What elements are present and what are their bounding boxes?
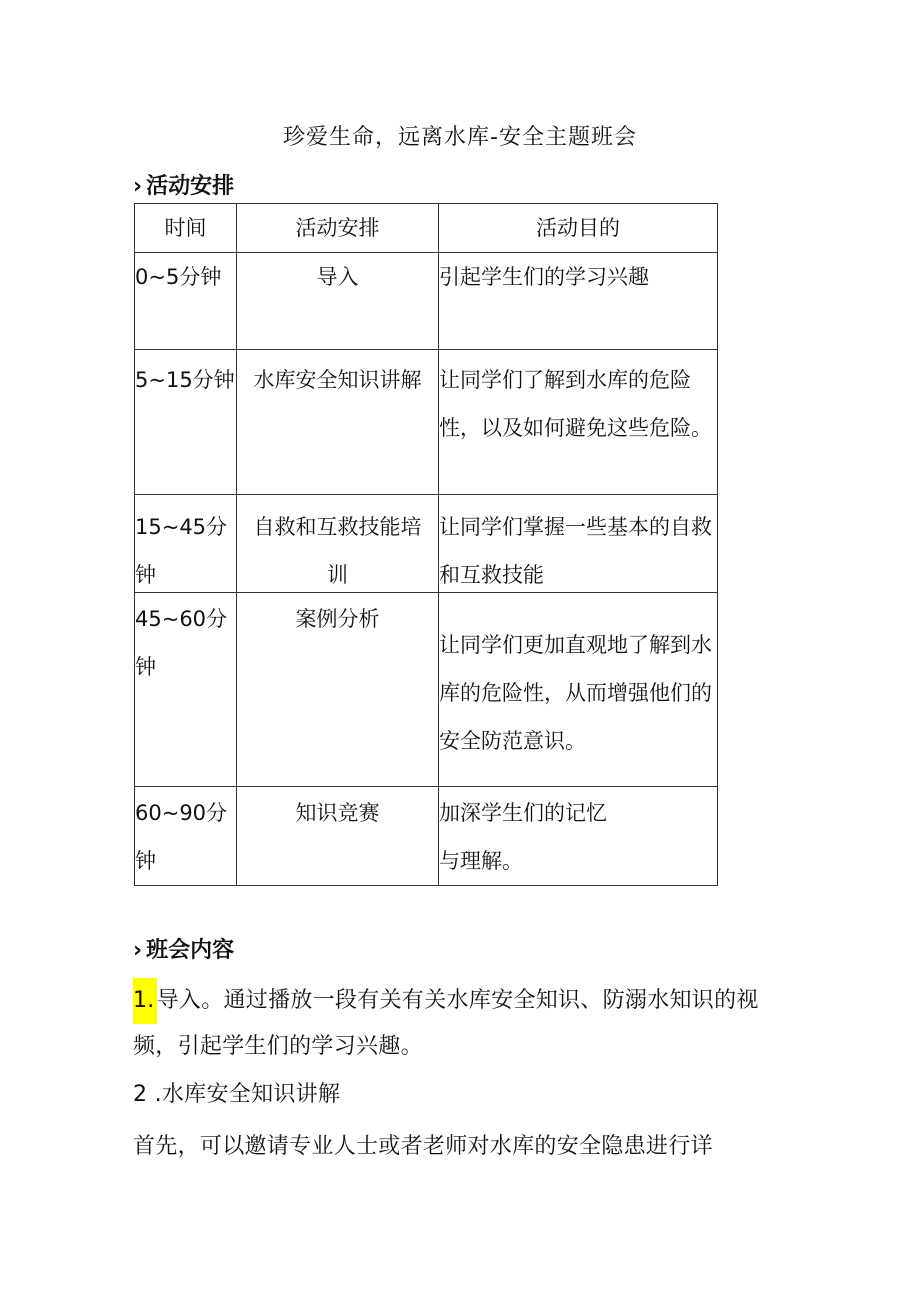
cell-purpose: 让同学们了解到水库的危险性，以及如何避免这些危险。 (439, 350, 718, 495)
schedule-heading-label: 活动安排 (146, 174, 235, 199)
chevron-right-icon: › (133, 174, 143, 199)
table-header-row (135, 204, 718, 253)
schedule-table (134, 203, 718, 886)
table-row (135, 253, 718, 350)
content-item-2-text: 首先，可以邀请专业人士或者老师对水库的安全隐患进行详 (133, 1134, 713, 1159)
chevron-right-icon: › (133, 938, 143, 963)
schedule-section-heading (133, 172, 234, 202)
content-heading-label: 班会内容 (146, 938, 235, 963)
cell-activity: 案例分析 (237, 593, 439, 787)
page-title: 珍爱生命，远离水库-安全主题班会 (283, 125, 637, 150)
column-header-activity: 活动安排 (237, 204, 439, 253)
cell-purpose: 加深学生们的记忆与理解。 (439, 787, 718, 886)
table-row (135, 787, 718, 886)
cell-activity (237, 495, 439, 593)
column-header-time: 时间 (135, 204, 237, 253)
table-row (135, 593, 718, 787)
cell-time: 5~15分钟 (135, 350, 237, 495)
item-1-text: 导入。通过播放一段有关有关水库安全知识、防溺水知识的视频，引起学生们的学习兴趣。 (133, 988, 759, 1059)
content-item-2-heading: 2 .水库安全知识讲解 (133, 1082, 341, 1107)
cell-purpose-text: 让同学们掌握一些基本的自救和互救技能 (439, 515, 712, 586)
item-1-number: 1. (133, 978, 157, 1024)
cell-activity-text: 自救和互救技能培训 (253, 515, 422, 587)
cell-time (135, 495, 237, 593)
cell-purpose: 引起学生们的学习兴趣 (439, 253, 718, 350)
cell-purpose (439, 495, 718, 593)
cell-activity: 导入 (237, 253, 439, 350)
cell-time-text: 15~45分钟 (135, 515, 228, 587)
table-row (135, 350, 718, 495)
table-row (135, 495, 718, 593)
cell-time: 0~5分钟 (135, 253, 237, 350)
content-section-heading (133, 936, 234, 966)
cell-time: 60~90分钟 (135, 787, 237, 886)
cell-time: 45~60分钟 (135, 593, 237, 787)
column-header-purpose: 活动目的 (439, 204, 718, 253)
cell-activity: 水库安全知识讲解 (237, 350, 439, 495)
cell-purpose: 让同学们更加直观地了解到水库的危险性，从而增强他们的安全防范意识。 (439, 593, 718, 787)
cell-activity: 知识竞赛 (237, 787, 439, 886)
content-item-1 (133, 978, 793, 1070)
